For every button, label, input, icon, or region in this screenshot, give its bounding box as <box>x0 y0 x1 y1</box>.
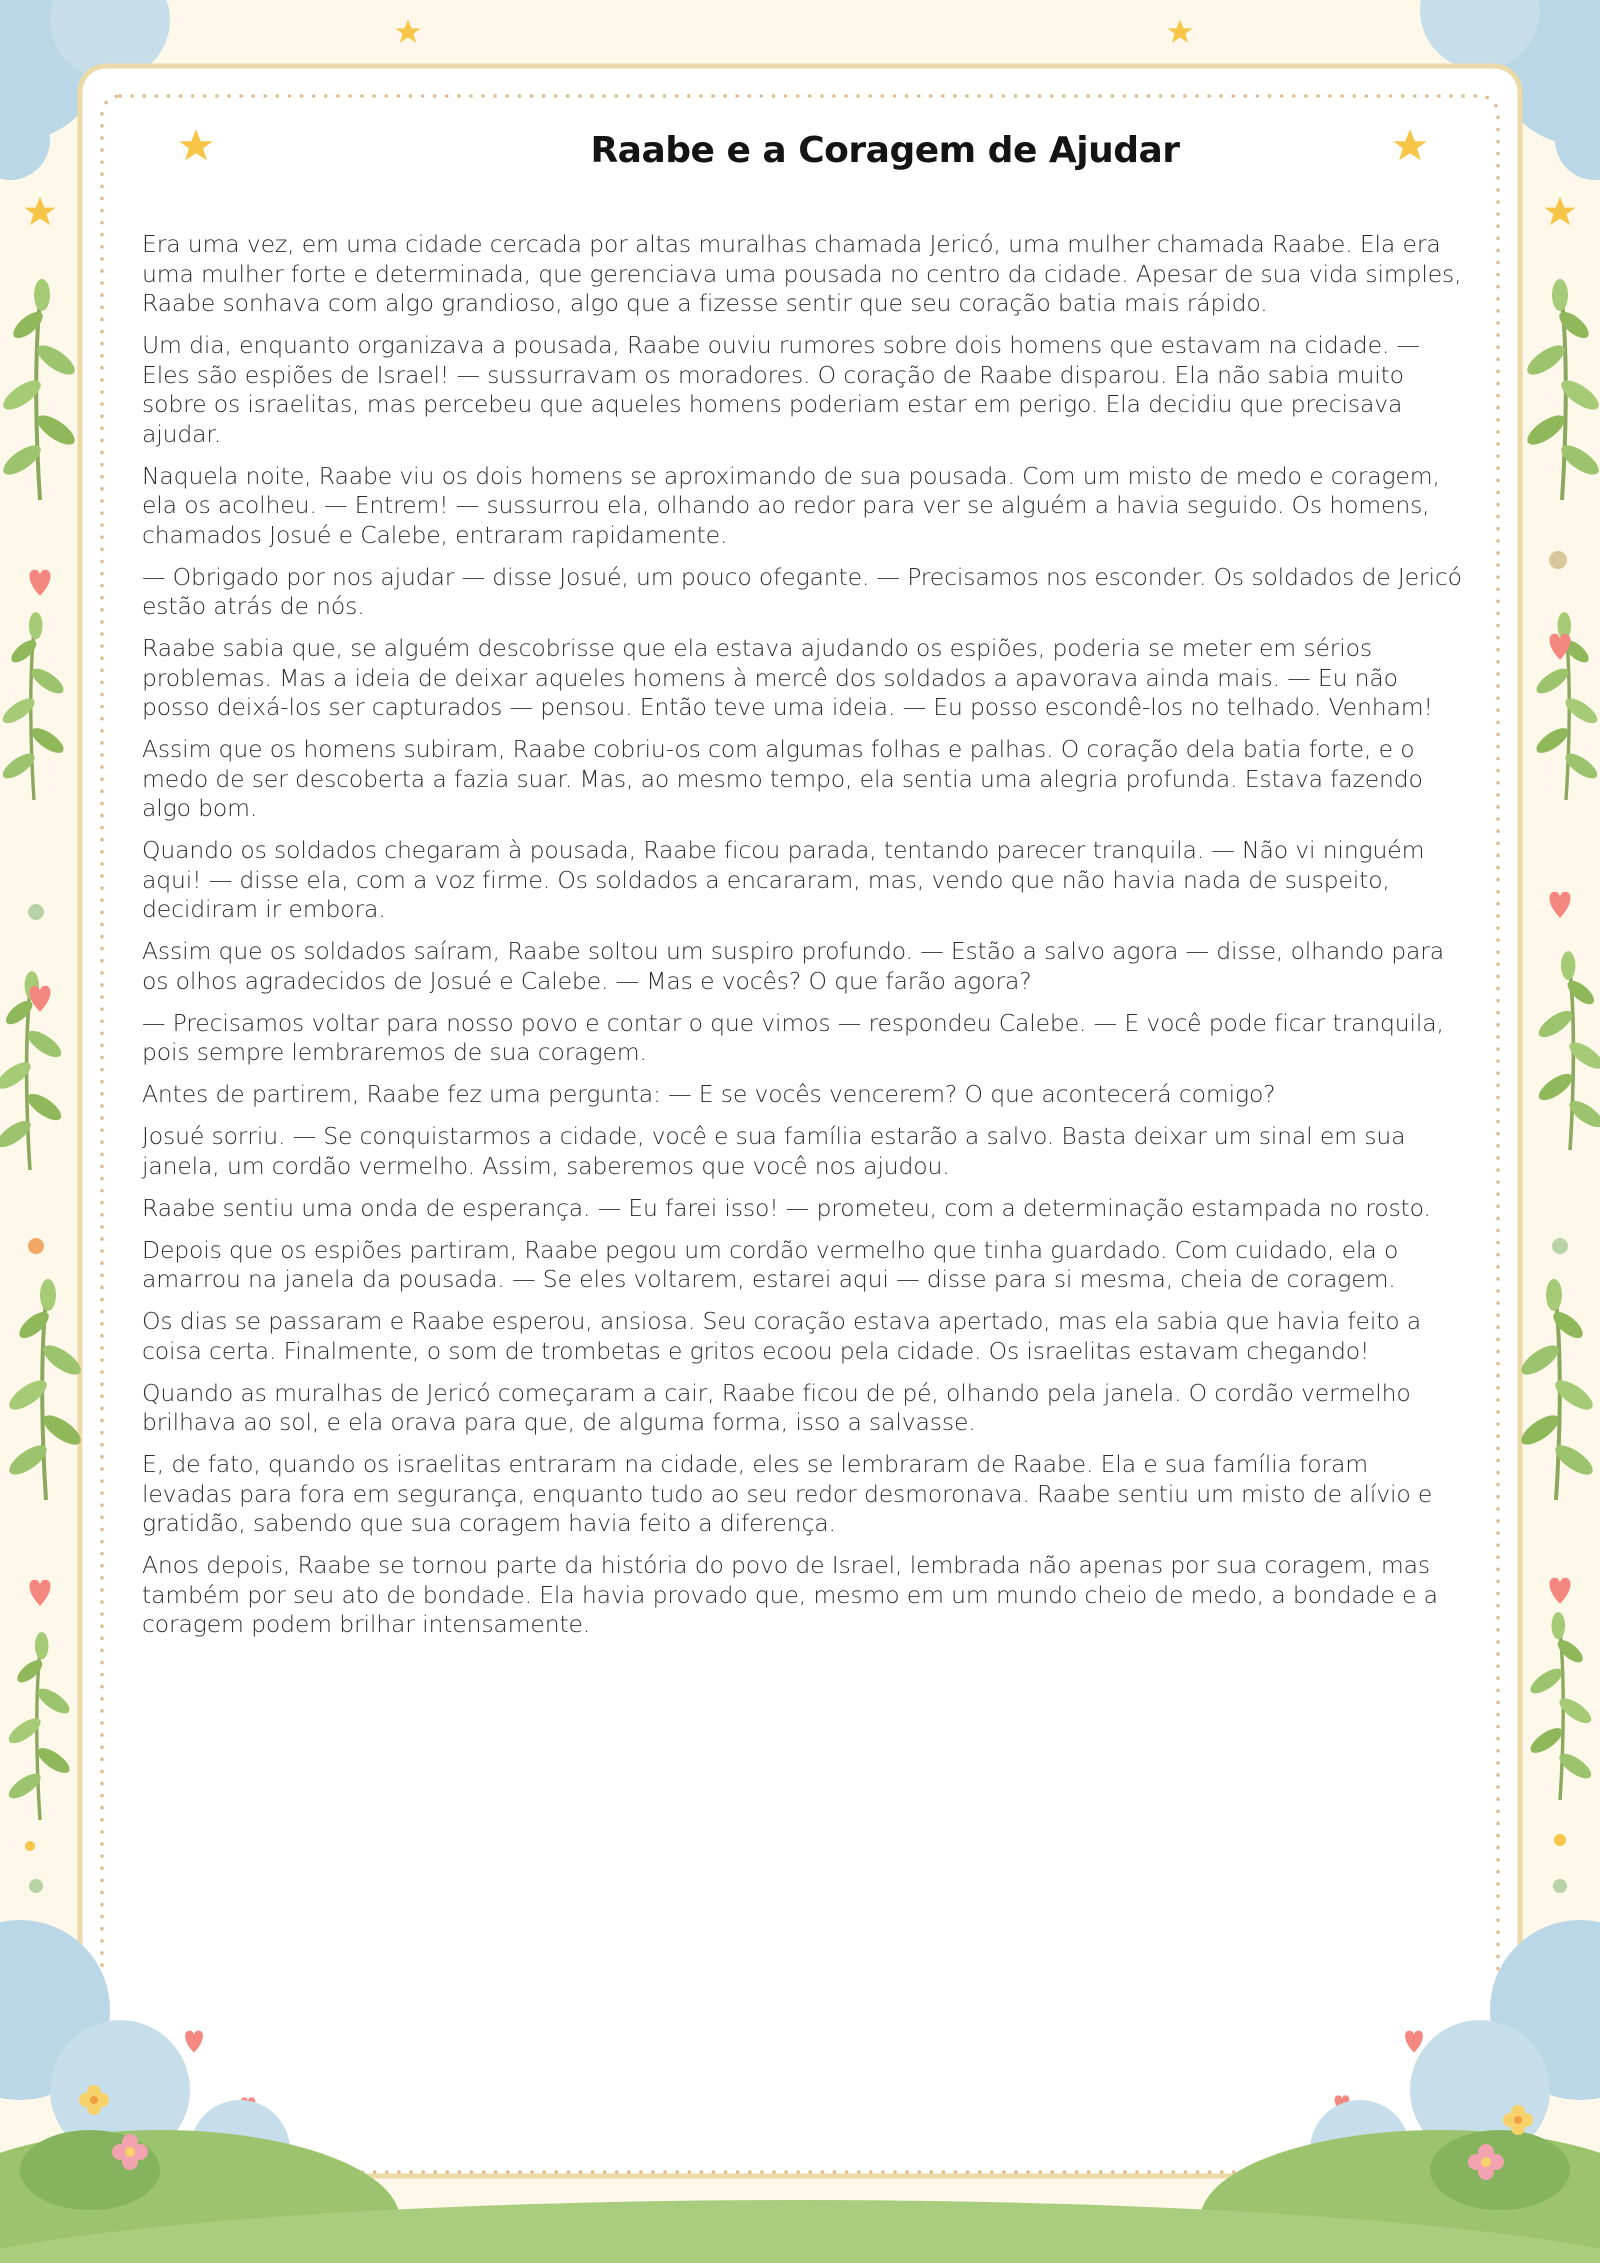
leaf-branch-icon <box>1517 1279 1597 1500</box>
story-paragraph: E, de fato, quando os israelitas entraram na cidade, eles se lembraram de Raabe. Ela e sua família foram levadas para fora em segurança, enquanto tudo ao seu redor desmoronava. Raabe sentiu um misto de alívio e gratidão, sabendo que sua coragem havia feito a diferença. <box>142 1450 1433 1537</box>
story-paragraph: Josué sorriu. — Se conquistarmos a cidade, você e sua família estarão a salvo. Basta deixar um sinal em sua janela, um cordão vermelho. Assim, saberemos que você nos ajudou. <box>142 1122 1406 1180</box>
story-paragraph: Era uma vez, em uma cidade cercada por altas muralhas chamada Jericó, uma mulher chamada Raabe. Ela era uma mulher forte e determinada, que gerenciava uma pousada no centro da cidade. Apesar de sua vida simples, Raabe sonhava com algo grandioso, algo que a fizesse sentir que seu coração batia mais rápido. <box>142 230 1462 317</box>
leaf-branch-icon <box>0 279 79 500</box>
story-paragraph: Assim que os homens subiram, Raabe cobriu-os com algumas folhas e palhas. O coração dela batia forte, e o medo de ser descoberta a fazia suar. Mas, ao mesmo tempo, ela sentia uma alegria profunda. Estava fazendo algo bom. <box>142 735 1423 822</box>
heart-icon <box>1549 1578 1570 1604</box>
leaf-branch-icon <box>1535 951 1600 1150</box>
leaf-branch-icon <box>1523 279 1600 500</box>
leaf-branch-icon <box>0 612 67 800</box>
leaf-branch-icon <box>1527 1612 1595 1800</box>
star-icon <box>25 197 56 226</box>
story-paragraph: — Precisamos voltar para nosso povo e contar o que vimos — respondeu Calebe. — E você pode ficar tranquila, pois sempre lembraremos de sua coragem. <box>142 1008 1444 1066</box>
leaf-branch-icon <box>5 1279 85 1500</box>
story-paragraph: Um dia, enquanto organizava a pousada, Raabe ouviu rumores sobre dois homens que estavam na cidade. — Eles são espiões de Israel! — sussurravam os moradores. O coração de Raabe disparou. Ela não sabia muito sobre os israelitas, mas percebeu que aqueles homens poderiam estar em perigo. Ela decidiu que precisava ajudar. <box>142 331 1420 448</box>
page-title: Raabe e a Coragem de Ajudar <box>590 130 1180 171</box>
story-paragraph: Antes de partirem, Raabe fez uma pergunta: — E se vocês vencerem? O que acontecerá comigo? <box>142 1080 1276 1108</box>
heart-icon <box>1549 892 1570 918</box>
heart-icon <box>29 570 50 596</box>
star-icon <box>1167 19 1192 42</box>
story-paragraph: Raabe sabia que, se alguém descobrisse que ela estava ajudando os espiões, poderia se meter em sérios problemas. Mas a ideia de deixar aqueles homens à mercê dos soldados a apavorava ainda mais. — Eu não posso deixá-los ser capturados — pensou. Então teve uma ideia. — Eu posso escondê-los no telhado. Venham! <box>142 634 1433 721</box>
star-icon <box>1545 197 1576 226</box>
heart-icon <box>29 1580 50 1606</box>
leaf-branch-icon <box>5 1632 73 1820</box>
story-paragraph: Naquela noite, Raabe viu os dois homens se aproximando de sua pousada. Com um misto de medo e coragem, ela os acolheu. — Entrem! — sussurrou ela, olhando ao redor para ver se alguém a havia seguido. Os homens, chamados Josué e Calebe, entraram rapidamente. <box>142 461 1440 549</box>
story-paragraph: — Obrigado por nos ajudar — disse Josué, um pouco ofegante. — Precisamos nos esconder. Os soldados de Jericó estão atrás de nós. <box>142 562 1462 620</box>
heart-icon <box>29 986 50 1012</box>
story-paragraph: Os dias se passaram e Raabe esperou, ansiosa. Seu coração estava apertado, mas ela sabia que havia feito a coisa certa. Finalmente, o som de trombetas e gritos ecoou pela cidade. Os israelitas estavam chegando! <box>142 1307 1422 1365</box>
story-paragraph: Anos depois, Raabe se tornou parte da história do povo de Israel, lembrada não apenas por sua coragem, mas também por seu ato de bondade. Ela havia provado que, mesmo em um mundo cheio de medo, a bondade e a coragem podem brilhar intensamente. <box>142 1551 1438 1638</box>
story-paragraph: Quando as muralhas de Jericó começaram a cair, Raabe ficou de pé, olhando pela janela. O cordão vermelho brilhava ao sol, e ela orava para que, de alguma forma, isso a salvasse. <box>142 1378 1411 1436</box>
star-icon <box>395 19 420 42</box>
story-paragraph: Assim que os soldados saíram, Raabe soltou um suspiro profundo. — Estão a salvo agora — disse, olhando para os olhos agradecidos de Josué e Calebe. — Mas e vocês? O que farão agora? <box>142 937 1445 995</box>
story-paragraph: Quando os soldados chegaram à pousada, Raabe ficou parada, tentando parecer tranquila. — Não vi ninguém aqui! — disse ela, com a voz firme. Os soldados a encararam, mas, vendo que não havia nada de suspeito, decidiram ir embora. <box>142 836 1425 923</box>
story-paragraph: Raabe sentiu uma onda de esperança. — Eu farei isso! — prometeu, com a determinação estampada no rosto. <box>142 1193 1431 1222</box>
story-text <box>142 230 1464 1652</box>
story-paragraph: Depois que os espiões partiram, Raabe pegou um cordão vermelho que tinha guardado. Com cuidado, ela o amarrou na janela da pousada. — Se eles voltarem, estarei aqui — disse para si mesma, cheia de coragem. <box>142 1235 1399 1293</box>
